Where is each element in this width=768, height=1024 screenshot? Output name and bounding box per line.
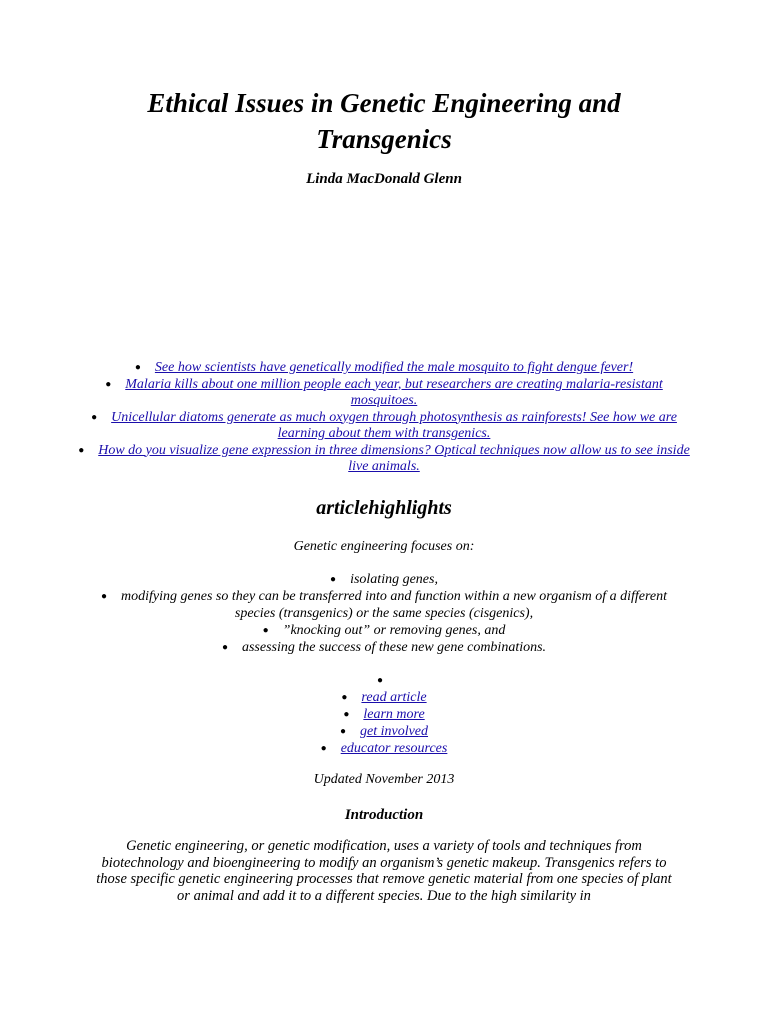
introduction-paragraph: Genetic engineering, or genetic modification, uses a variety of tools and techniques from biotechnology and bioengineering to modify an organism’s genetic makeup. Transgenics refers to those specific genetic engineering processes that remove genetic material from one species of plant or animal and add it to a different species. Due to the high similarity in — [96, 838, 672, 904]
list-item — [84, 588, 684, 622]
list-item — [284, 740, 484, 757]
focus-list — [84, 571, 684, 656]
bullet-icon: ● — [91, 411, 98, 423]
focus-item-text: assessing the success of these new gene combinations. — [241, 640, 547, 655]
bullet-icon: ● — [343, 709, 350, 720]
focus-item-text: modifying genes so they can be transferred into and function within a new organism of a different species (transgenics) or the same species (cisgenics), — [121, 589, 667, 621]
learn-more-link[interactable]: learn more — [363, 707, 425, 722]
list-item — [284, 706, 484, 723]
focus-item-text: ”knocking out” or removing genes, and — [282, 623, 506, 638]
teaser-links-list — [74, 360, 694, 476]
bullet-icon: ● — [339, 726, 346, 737]
educator-resources-link[interactable]: educator resources — [340, 741, 448, 756]
bullet-icon: ● — [330, 574, 337, 585]
get-involved-link[interactable]: get involved — [360, 724, 429, 739]
document-title: Ethical Issues in Genetic Engineering and Transgenics — [147, 88, 621, 154]
bullet-icon: ● — [134, 362, 141, 373]
list-item — [74, 443, 694, 476]
list-item — [74, 410, 694, 443]
teaser-link-gene-expression[interactable]: How do you visualize gene expression in three dimensions? Optical techniques now allow us to see inside live animals. — [98, 442, 690, 474]
list-item — [84, 639, 684, 656]
list-item — [284, 723, 484, 740]
bullet-icon: ● — [262, 625, 269, 636]
list-item — [284, 672, 484, 689]
teaser-link-diatoms[interactable]: Unicellular diatoms generate as much oxygen through photosynthesis as rainforests! See how we are learning about them with transgenics. — [111, 409, 677, 441]
focus-intro: Genetic engineering focuses on: — [293, 539, 475, 554]
bullet-icon: ● — [78, 444, 85, 456]
list-item — [284, 689, 484, 706]
teaser-link-malaria[interactable]: Malaria kills about one million people each year, but researchers are creating malaria-resistant mosquitoes. — [125, 376, 663, 408]
list-item — [84, 571, 684, 588]
introduction-heading: Introduction — [344, 807, 424, 823]
focus-item-text: isolating genes, — [350, 572, 438, 587]
article-links-list — [284, 672, 484, 757]
bullet-icon: ● — [101, 591, 108, 602]
bullet-icon: ● — [320, 743, 327, 754]
bullet-icon: ● — [341, 692, 348, 703]
list-item — [84, 622, 684, 639]
highlights-heading: articlehighlights — [316, 497, 452, 519]
bullet-icon: ● — [221, 642, 228, 653]
bullet-icon: ● — [376, 675, 384, 686]
list-item — [74, 360, 694, 377]
bullet-icon: ● — [105, 378, 112, 390]
read-article-link[interactable]: read article — [361, 690, 427, 705]
list-item — [74, 377, 694, 410]
author-name: Linda MacDonald Glenn — [306, 171, 462, 187]
updated-date: Updated November 2013 — [313, 772, 455, 787]
teaser-link-dengue[interactable]: See how scientists have genetically modified the male mosquito to fight dengue fever! — [154, 360, 634, 375]
